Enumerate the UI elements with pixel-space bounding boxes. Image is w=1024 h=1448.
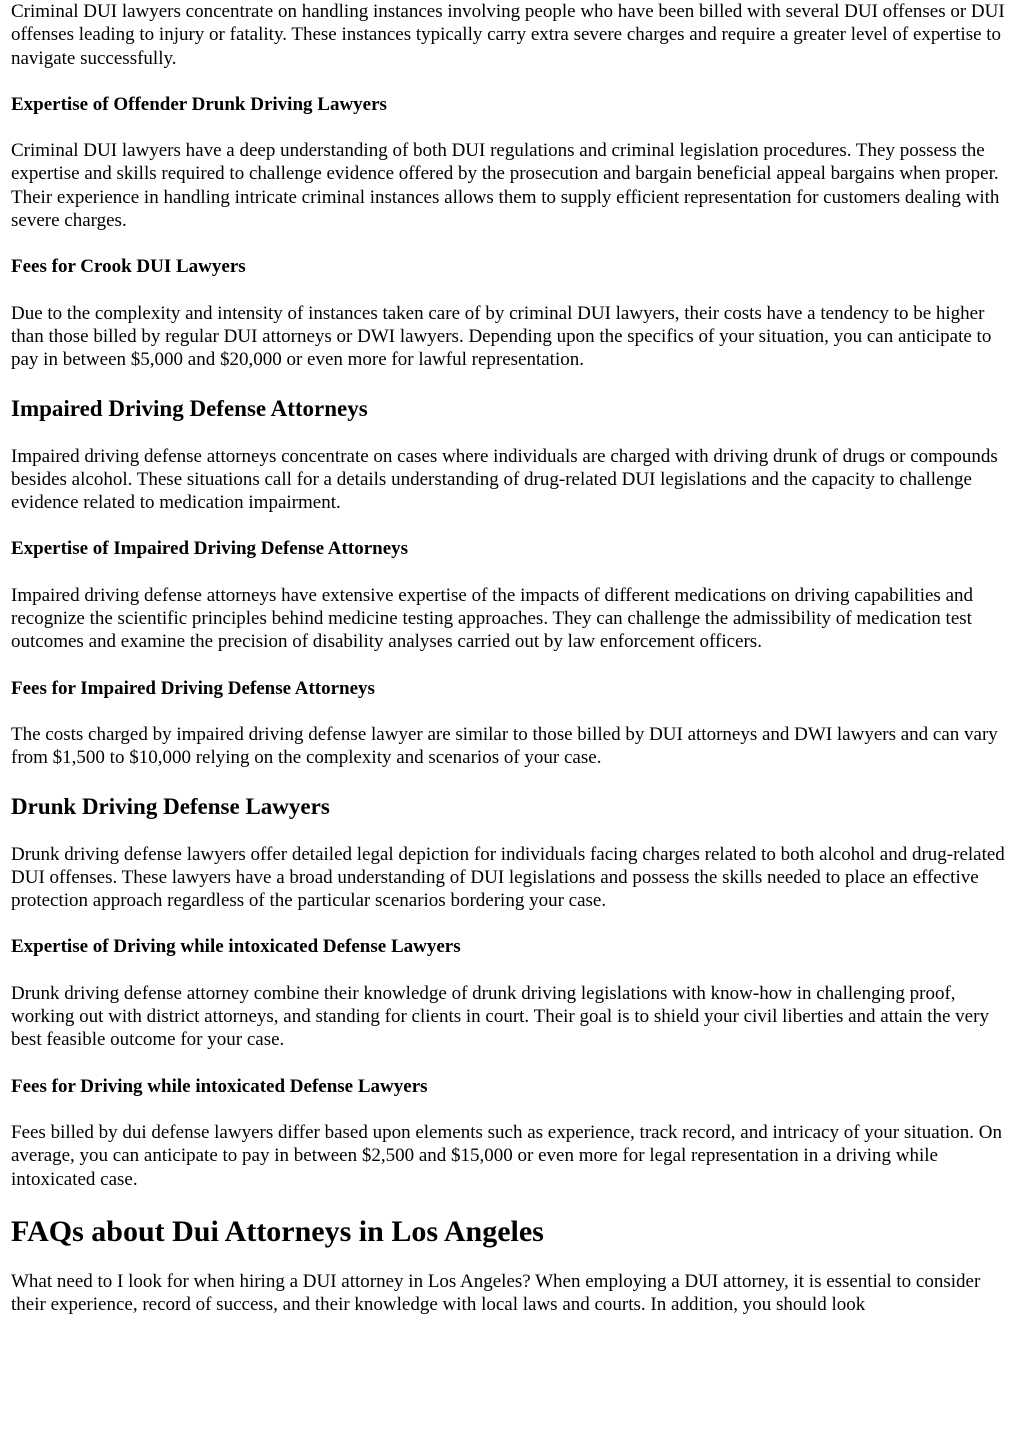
paragraph-drunk-intro: Drunk driving defense lawyers offer detailed legal depiction for individuals facing charges related to both alcohol and drug-related DUI offenses. These lawyers have a broad understanding of DUI legislations and possess the skills needed to place an effective protection approach regardless of the particular scenarios bordering your case. — [11, 843, 1005, 912]
paragraph-impaired-intro: Impaired driving defense attorneys concentrate on cases where individuals are charged with driving drunk of drugs or compounds besides alcohol. These situations call for a details understanding of drug-related DUI legislations and the capacity to challenge evidence related to medication impairment. — [11, 445, 998, 514]
heading-faqs: FAQs about Dui Attorneys in Los Angeles — [11, 1214, 544, 1248]
paragraph-impaired-expertise: Impaired driving defense attorneys have extensive expertise of the impacts of different medications on driving capabilities and recognize the scientific principles behind medicine testing approaches. They can challenge the admissibility of medication test outcomes and examine the precision of disability analyses carried out by law enforcement officers. — [11, 584, 973, 653]
paragraph-criminal-dui-fees: Due to the complexity and intensity of instances taken care of by criminal DUI lawyers, their costs have a tendency to be higher than those billed by regular DUI attorneys or DWI lawyers. Depending upon the specifics of your situation, you can anticipate to pay in between $5,000 and $20,000 or even more for lawful representation. — [11, 302, 992, 371]
paragraph-dwi-expertise: Drunk driving defense attorney combine their knowledge of drunk driving legislations with know-how in challenging proof, working out with district attorneys, and standing for clients in court. Their goal is to shield your civil liberties and attain the very best feasible outcome for your case. — [11, 982, 989, 1051]
paragraph-criminal-dui-intro: Criminal DUI lawyers concentrate on handling instances involving people who have been billed with several DUI offenses or DUI offenses leading to injury or fatality. These instances typically carry extra severe charges and require a greater level of expertise to navigate successfully. — [11, 1, 1005, 69]
paragraph-faq-first: What need to I look for when hiring a DUI attorney in Los Angeles? When employing a DUI attorney, it is essential to consider their experience, record of success, and their knowledge with local laws and courts. In addition, you should look — [11, 1270, 981, 1316]
heading-impaired-driving: Impaired Driving Defense Attorneys — [11, 395, 368, 421]
paragraph-criminal-dui-expertise: Criminal DUI lawyers have a deep understanding of both DUI regulations and criminal legislation procedures. They possess the expertise and skills required to challenge evidence offered by the prosecution and bargain beneficial appeal bargains when proper. Their experience in handling intricate criminal instances allows them to supply efficient representation for customers dealing with severe charges. — [11, 140, 1000, 232]
heading-drunk-driving: Drunk Driving Defense Lawyers — [11, 793, 330, 819]
heading-fees-impaired: Fees for Impaired Driving Defense Attorneys — [11, 677, 375, 699]
heading-fees-dwi: Fees for Driving while intoxicated Defense Lawyers — [11, 1075, 428, 1097]
paragraph-impaired-fees: The costs charged by impaired driving defense lawyer are similar to those billed by DUI attorneys and DWI lawyers and can vary from $1,500 to $10,000 relying on the complexity and scenarios of your case. — [11, 723, 998, 769]
heading-fees-crook: Fees for Crook DUI Lawyers — [11, 256, 246, 278]
heading-expertise-dwi: Expertise of Driving while intoxicated Defense Lawyers — [11, 936, 461, 958]
heading-expertise-impaired: Expertise of Impaired Driving Defense Attorneys — [11, 538, 409, 560]
heading-expertise-offender: Expertise of Offender Drunk Driving Lawyers — [11, 93, 387, 115]
paragraph-dwi-fees: Fees billed by dui defense lawyers differ based upon elements such as experience, track record, and intricacy of your situation. On average, you can anticipate to pay in between $2,500 and $15,000 or even more for legal representation in a driving while intoxicated case. — [11, 1121, 1003, 1190]
